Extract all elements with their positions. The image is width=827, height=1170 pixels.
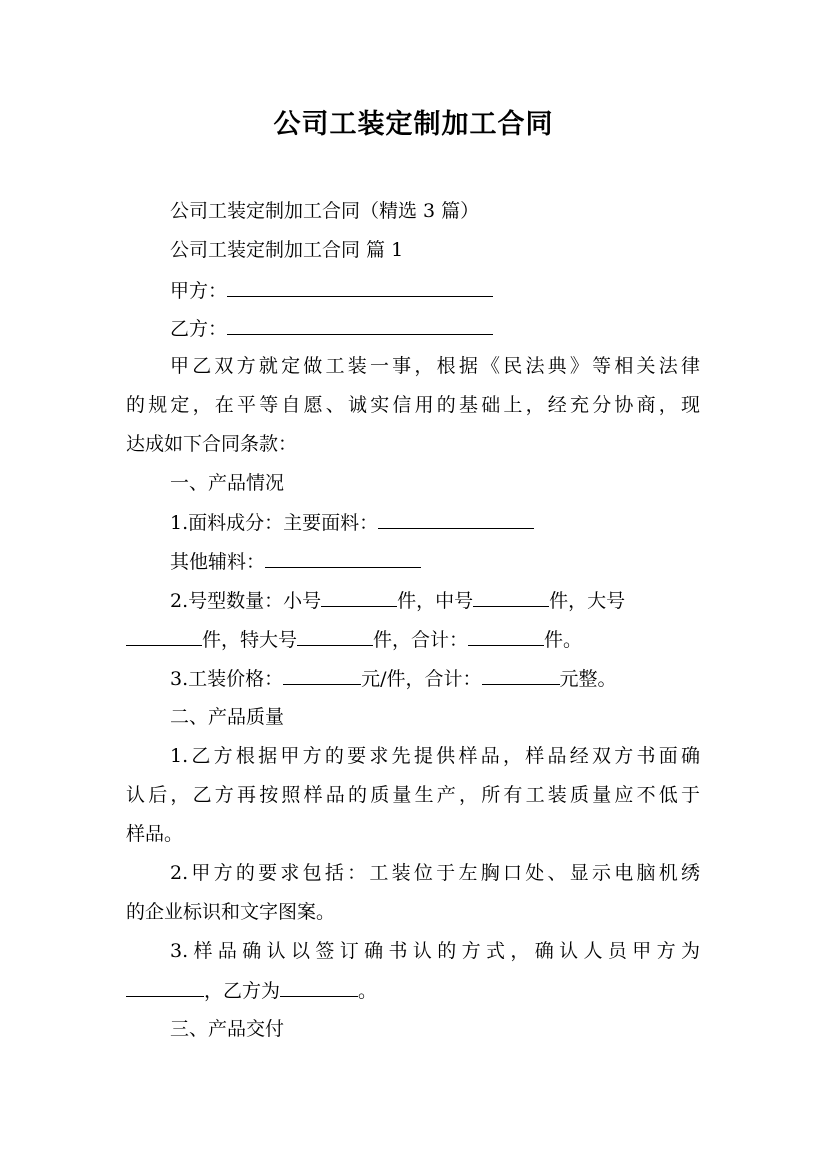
- party-b-line: [170, 316, 493, 341]
- confirm-end: 。: [358, 980, 378, 1002]
- paragraph-line: 样品。: [126, 823, 184, 845]
- price-total-blank: [482, 666, 560, 685]
- size-quantity-line: [170, 588, 625, 613]
- subtitle-line: 公司工装定制加工合同（精选 3 篇）: [170, 200, 480, 222]
- section-heading: 一、产品情况: [170, 472, 285, 494]
- party-b-label: 乙方：: [170, 318, 228, 340]
- price-total-unit: 元整。: [559, 668, 617, 690]
- party-a-blank: [227, 278, 493, 297]
- confirm-line: [126, 978, 377, 1003]
- paragraph-line: 甲乙双方就定做工装一事，根据《民法典》等相关法律: [170, 355, 700, 377]
- fabric-blank: [378, 510, 534, 529]
- fabric-label: 1.面料成分：主要面料：: [170, 512, 379, 534]
- section-heading-part1: 公司工装定制加工合同 篇 1: [170, 239, 404, 261]
- party-a-label: 甲方：: [170, 280, 228, 302]
- auxiliary-blank: [265, 549, 421, 568]
- section-heading: 三、产品交付: [170, 1018, 285, 1040]
- auxiliary-label: 其他辅料：: [170, 551, 266, 573]
- price-label: 3.工装价格：: [170, 668, 284, 690]
- party-b-blank: [227, 316, 493, 335]
- confirm-a-blank: [126, 978, 204, 997]
- total-blank: [468, 627, 544, 646]
- paragraph-line: 达成如下合同条款：: [126, 433, 298, 455]
- size-large-blank: [126, 627, 202, 646]
- document-title: 公司工装定制加工合同: [273, 109, 554, 140]
- paragraph-line: 认后，乙方再按照样品的质量生产，所有工装质量应不低于: [126, 784, 700, 806]
- size-small-blank: [321, 588, 397, 607]
- total-unit: 件。: [544, 629, 583, 651]
- auxiliary-line: [170, 549, 421, 574]
- paragraph-line: 的规定，在平等自愿、诚实信用的基础上，经充分协商，现: [126, 394, 700, 416]
- total-label: 件，合计：: [373, 629, 469, 651]
- price-line: [170, 666, 617, 691]
- unit-price-blank: [283, 666, 361, 685]
- paragraph-line: 1.乙方根据甲方的要求先提供样品，样品经双方书面确: [170, 745, 700, 767]
- paragraph-line: 2.甲方的要求包括：工装位于左胸口处、显示电脑机绣: [170, 862, 700, 884]
- size-quantity-line-2: [126, 627, 582, 652]
- paragraph-line: 3.样品确认以签订确书认的方式，确认人员甲方为: [170, 940, 700, 962]
- size-medium-label: 件，中号: [397, 590, 474, 612]
- size-large-label: 件，大号: [549, 590, 626, 612]
- fabric-line: [170, 510, 534, 535]
- size-medium-blank: [473, 588, 549, 607]
- confirm-b-label: ，乙方为: [204, 980, 281, 1002]
- size-xl-blank: [297, 627, 373, 646]
- size-small-label: 2.号型数量：小号: [170, 590, 322, 612]
- party-a-line: [170, 278, 493, 303]
- confirm-b-blank: [280, 978, 358, 997]
- size-xl-label: 件，特大号: [202, 629, 298, 651]
- paragraph-line: 的企业标识和文字图案。: [126, 901, 336, 923]
- price-total-label: 元/件，合计：: [361, 668, 482, 690]
- section-heading: 二、产品质量: [170, 706, 285, 728]
